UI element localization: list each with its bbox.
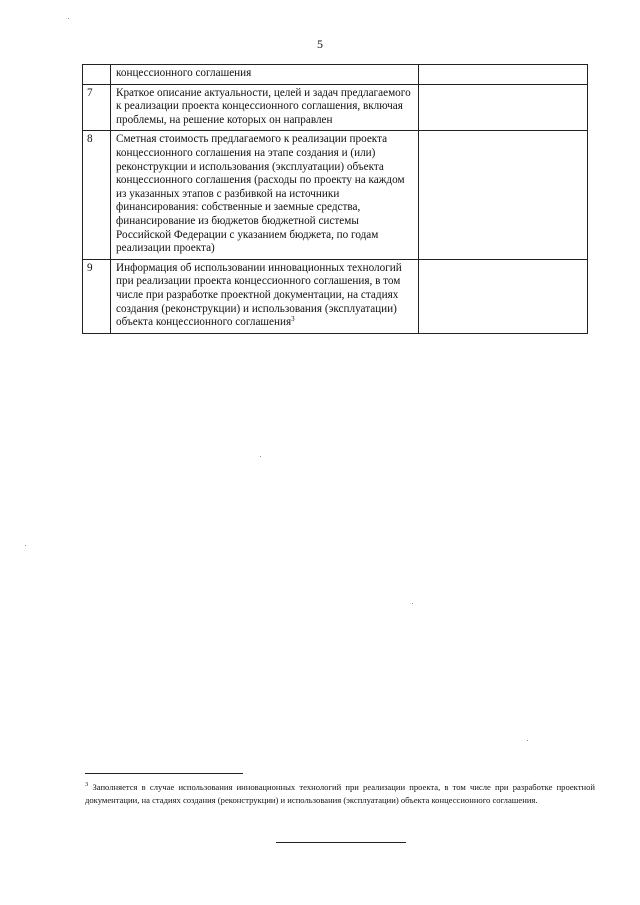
scan-speck [260,456,261,457]
row-value [419,65,588,85]
table-row [83,131,588,259]
row-description [111,259,419,333]
footnote [85,781,595,807]
row-description: концессионного соглашения [111,65,419,85]
row-description: Сметная стоимость предлагаемого к реализации проекта концессионного соглашения на этапе создания и (или) реконструкции и использования (эксплуатации) объекта концессионного соглашения (расходы по проекту на каждом из указанных этапов с разбивкой на источники финансирования: собственные и заемные средства, финансирование из бюджетов бюджетной системы Российской Федерации с указанием бюджета, по годам реализации проекта) [111,131,419,259]
page-number: 5 [317,37,323,51]
row-value [419,84,588,131]
row-number: 7 [83,84,111,131]
scan-speck [412,603,413,604]
scan-speck [68,18,69,19]
scan-speck [527,740,528,741]
concession-info-table [82,64,588,334]
table-row [83,259,588,333]
footnote-text: Заполняется в случае использования инновационных технологий при реализации проекта, в том числе при разработке проектной документации, на стадиях создания (реконструкции) и использования (эксплуатации) объекта концессионного соглашения. [85,782,595,805]
row-number [83,65,111,85]
end-of-page-rule [276,842,406,843]
footnote-reference: 3 [291,315,295,324]
table-row [83,65,588,85]
row-value [419,259,588,333]
footnote-marker: 3 [85,781,89,788]
row-description-text: Информация об использовании инновационных технологий при реализации проекта концессионного соглашения, в том числе при разработке проектной документации, на стадиях создания (реконструкции) и использования (эксплуатации) объекта концессионного соглашения [116,261,402,329]
row-number: 9 [83,259,111,333]
row-description: Краткое описание актуальности, целей и задач предлагаемого к реализации проекта концессионного соглашения, включая проблемы, на решение которых он направлен [111,84,419,131]
table-row [83,84,588,131]
footnote-separator [85,773,243,774]
scan-speck [25,545,26,546]
row-value [419,131,588,259]
row-number: 8 [83,131,111,259]
